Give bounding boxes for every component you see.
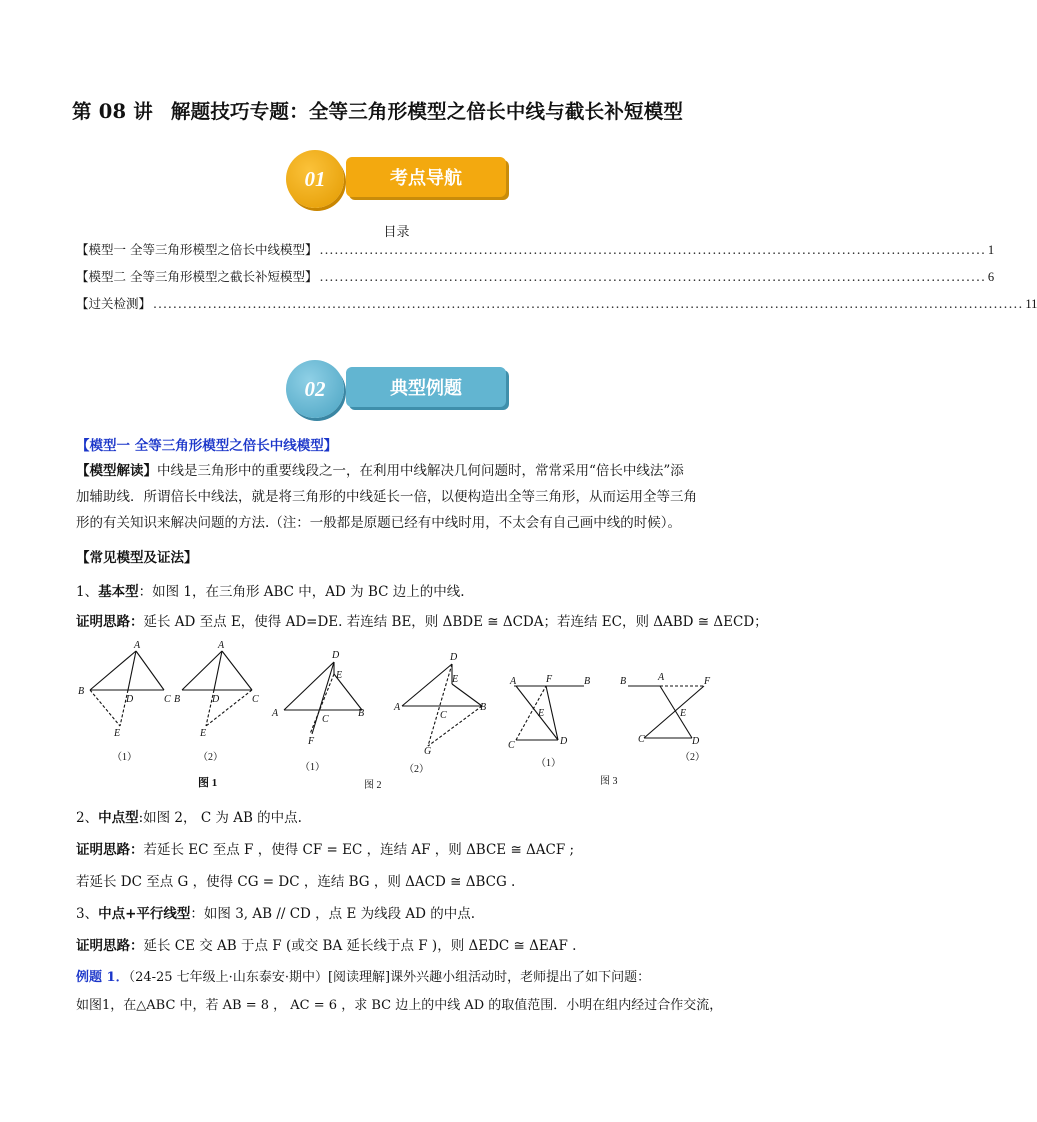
svg-text:E: E <box>538 708 545 719</box>
toc-row[interactable] <box>76 294 1037 312</box>
toc-leader: ...................................................................................................................................... <box>319 242 986 257</box>
toc-heading: 目录 <box>383 225 410 240</box>
svg-text:E: E <box>200 728 207 739</box>
item-basic: 1、基本型：如图 1，在三角形 ABC 中，AD 为 BC 边上的中线. <box>76 584 465 600</box>
badge-number: 02 <box>286 360 344 418</box>
svg-text:C: C <box>638 734 645 745</box>
svg-text:D: D <box>560 736 568 747</box>
badge-label: 考点导航 <box>390 168 462 189</box>
svg-text:B: B <box>174 694 181 705</box>
common-models-heading: 【常见模型及证法】 <box>76 550 198 566</box>
figure-subcaption: （2） <box>198 752 223 763</box>
example-tag: 例题 1． <box>76 970 129 985</box>
svg-text:G: G <box>424 746 432 757</box>
lecture-topic: 解题技巧专题：全等三角形模型之倍长中线与截长补短模型 <box>170 100 684 123</box>
badge-kaodian <box>286 150 510 210</box>
model-reading: 【模型解读】中线是三角形中的重要线段之一，在利用中线解决几何问题时，常常采用“倍长中线法”添 加辅助线．所谓倍长中线法，就是将三角形的中线延长一倍，以便构造出全等三角形，从而运用全等三角 形的有关知识来解决问题的方法.（注：一般都是原题已经有中线时用，不太会有自己画中线的时候）。 <box>76 463 697 531</box>
section-heading: 【模型一 全等三角形模型之倍长中线模型】 <box>76 438 338 454</box>
figure-1-1 <box>90 651 164 726</box>
badge-pill <box>346 157 506 197</box>
svg-text:A: A <box>658 672 665 683</box>
page-title <box>72 96 683 124</box>
toc-page: 1 <box>987 243 995 257</box>
toc-label: 【模型二 全等三角形模型之截长补短模型】 <box>76 269 318 284</box>
svg-text:C: C <box>252 694 259 705</box>
figure-3-2 <box>628 686 704 738</box>
svg-text:E: E <box>336 670 343 681</box>
svg-text:F: F <box>704 676 711 687</box>
svg-text:B: B <box>78 686 85 697</box>
svg-text:F: F <box>546 674 553 685</box>
svg-text:A: A <box>218 640 225 651</box>
svg-text:E: E <box>680 708 687 719</box>
badge-dianxing <box>286 360 510 420</box>
toc-row[interactable] <box>76 240 995 258</box>
svg-text:D: D <box>332 650 340 661</box>
example-1-text: 如图1，在△ABC 中，若 AB = 8 ， AC = 6 ，求 BC 边上的中线 AD 的取值范围．小明在组内经过合作交流， <box>76 998 723 1013</box>
item-midpoint-parallel: 3、中点+平行线型：如图 3, AB // CD ，点 E 为线段 AD 的中点. <box>76 906 476 922</box>
svg-text:D: D <box>450 652 458 663</box>
toc-label: 【模型一 全等三角形模型之倍长中线模型】 <box>76 242 318 257</box>
toc-row[interactable] <box>76 267 995 285</box>
figure-2-2 <box>402 664 482 746</box>
figure-caption: 图 2 <box>364 780 382 791</box>
item-midpoint: 2、中点型:如图 2， C 为 AB 的中点. <box>76 810 302 826</box>
badge-label: 典型例题 <box>390 378 462 399</box>
toc-leader: ............................................................................................................................................................................... <box>153 296 1024 311</box>
svg-text:B: B <box>358 708 365 719</box>
svg-text:C: C <box>440 710 447 721</box>
proof-basic: 证明思路：延长 AD 至点 E，使得 AD=DE. 若连结 BE，则 ΔBDE ≅ ΔCDA；若连结 EC，则 ΔABD ≅ ΔECD； <box>76 614 768 630</box>
svg-text:C: C <box>508 740 515 751</box>
lecture-number: 第 08 讲 <box>72 100 153 123</box>
toc-page: 6 <box>987 270 995 284</box>
svg-text:B: B <box>620 676 627 687</box>
figure-1-2 <box>182 651 252 726</box>
svg-text:F: F <box>308 736 315 747</box>
figure-caption: 图 1 <box>198 777 218 789</box>
figure-3-1 <box>514 686 584 740</box>
svg-text:B: B <box>480 702 487 713</box>
svg-text:E: E <box>452 674 459 685</box>
badge-number: 01 <box>286 150 344 208</box>
figure-subcaption: （1） <box>300 762 325 773</box>
toc-leader: ...................................................................................................................................... <box>319 269 986 284</box>
svg-text:A: A <box>510 676 517 687</box>
proof-midpoint-parallel: 证明思路：延长 CE 交 AB 于点 F (或交 BA 延长线于点 F )，则 ΔEDC ≅ ΔEAF . <box>76 938 577 954</box>
badge-pill <box>346 367 506 407</box>
svg-text:D: D <box>212 694 220 705</box>
svg-text:E: E <box>114 728 121 739</box>
figure-subcaption: （2） <box>404 764 429 775</box>
figure-subcaption: （2） <box>680 752 705 763</box>
reading-tag: 【模型解读】 <box>76 463 157 479</box>
proof-midpoint: 证明思路：若延长 EC 至点 F ，使得 CF = EC ，连结 AF ，则 ΔBCE ≅ ΔACF ; <box>76 842 575 858</box>
example-1: 例题 1．（24-25 七年级上·山东泰安·期中）[阅读理解]课外兴趣小组活动时，老师提出了如下问题： <box>76 970 651 985</box>
svg-text:A: A <box>394 702 401 713</box>
svg-text:C: C <box>322 714 329 725</box>
toc-label: 【过关检测】 <box>76 296 152 311</box>
figure-caption: 图 3 <box>600 776 618 787</box>
svg-text:B: B <box>584 676 591 687</box>
figure-subcaption: （1） <box>112 752 137 763</box>
model-figures <box>72 636 722 796</box>
svg-text:A: A <box>134 640 141 651</box>
toc-page: 11 <box>1025 297 1037 311</box>
svg-text:D: D <box>126 694 134 705</box>
proof-midpoint-alt: 若延长 DC 至点 G ，使得 CG = DC ，连结 BG ，则 ΔACD ≅ ΔBCG . <box>76 874 516 890</box>
figure-subcaption: （1） <box>536 758 561 769</box>
svg-text:C: C <box>164 694 171 705</box>
svg-text:A: A <box>272 708 279 719</box>
svg-text:D: D <box>692 736 700 747</box>
